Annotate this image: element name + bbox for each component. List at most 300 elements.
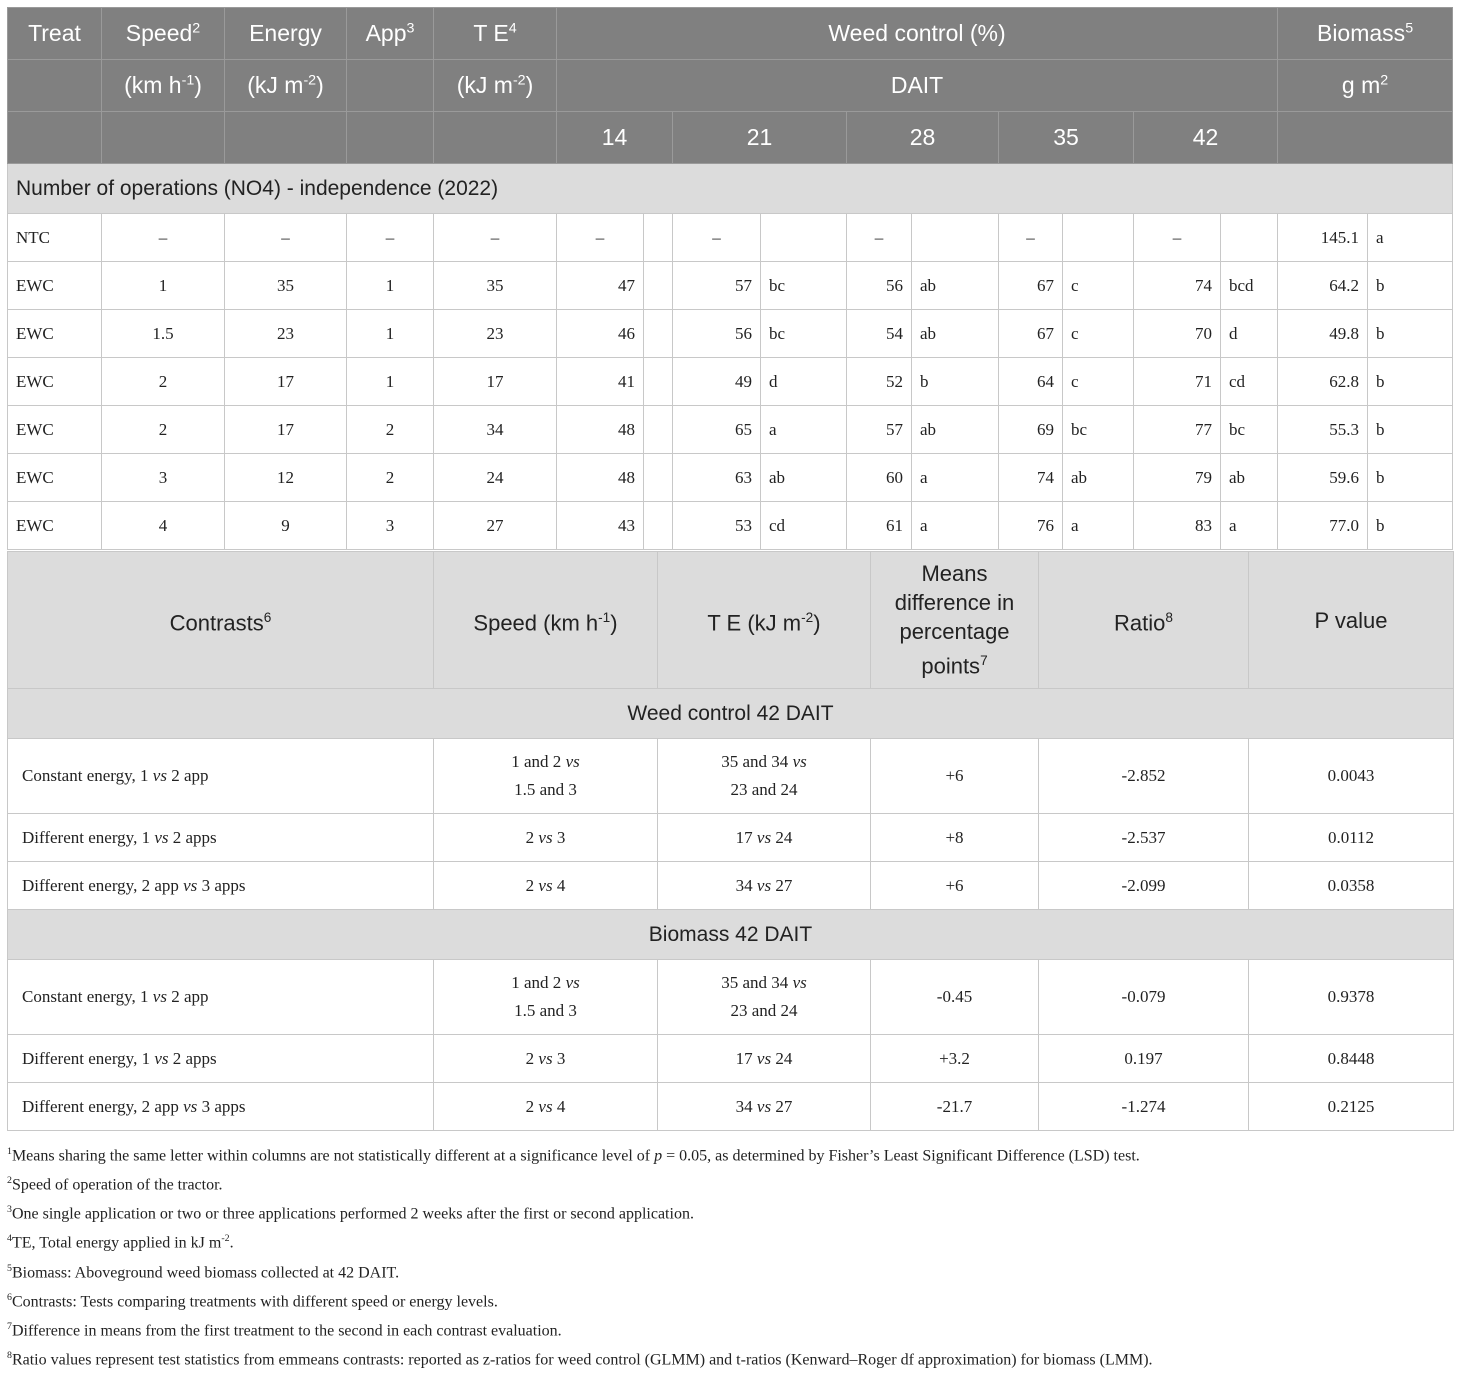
- contrast-row: [8, 1083, 1454, 1131]
- superscript: 8: [7, 1349, 12, 1361]
- wc14-letter-cell: [644, 502, 673, 550]
- ratio-cell: [1039, 960, 1249, 1035]
- text-segment: Speed (km h: [473, 610, 599, 636]
- text-segment: Speed of operation of the tractor.: [11, 1176, 223, 1194]
- text-segment: ): [316, 72, 324, 98]
- text-segment: 24: [771, 827, 793, 847]
- biomass-letter-cell: b: [1368, 262, 1453, 310]
- superscript: 3: [406, 20, 415, 37]
- speed-cell: 1.5: [102, 310, 225, 358]
- biomass-letter-cell: b: [1368, 406, 1453, 454]
- means-difference-cell: [871, 814, 1039, 862]
- text-segment: T E (kJ m: [707, 610, 802, 636]
- empty-header: [434, 112, 557, 164]
- text-segment: 2: [525, 1096, 539, 1116]
- text-segment: 1.5 and 3: [514, 1001, 577, 1020]
- empty-header: [102, 112, 225, 164]
- header-row: [8, 60, 1453, 112]
- column-header-speed: [102, 8, 225, 60]
- text-segment: 3: [552, 1048, 566, 1068]
- biomass-cell: 59.6: [1278, 454, 1368, 502]
- text-segment: Contrasts: Tests comparing treatments with different speed or energy levels.: [11, 1292, 498, 1310]
- biomass-letter-cell: b: [1368, 310, 1453, 358]
- empty-header: [1278, 112, 1453, 164]
- superscript: 3: [7, 1204, 12, 1216]
- empty-header: [225, 112, 347, 164]
- wc28-cell: 54: [847, 310, 912, 358]
- text-segment: 23 and 24: [730, 780, 798, 799]
- superscript: 7: [980, 653, 988, 669]
- total-energy-cell: [658, 1035, 871, 1083]
- italic-text: vs: [756, 1096, 772, 1116]
- means-difference-cell: [871, 960, 1039, 1035]
- energy-cell: 17: [225, 358, 347, 406]
- column-header-energy: [225, 60, 347, 112]
- text-segment: Treat: [28, 20, 81, 46]
- ratio-cell: [1039, 862, 1249, 910]
- wc14-letter-cell: [644, 214, 673, 262]
- wc28-letter-cell: b: [912, 358, 999, 406]
- text-segment: 0.197: [1124, 1048, 1163, 1068]
- energy-cell: –: [225, 214, 347, 262]
- empty-header: [8, 112, 102, 164]
- text-segment: 2: [525, 827, 539, 847]
- text-segment: (km h: [124, 72, 182, 98]
- text-segment: Speed: [125, 20, 193, 46]
- italic-text: vs: [756, 827, 772, 847]
- total-energy-cell: [658, 862, 871, 910]
- wc21-cell: 57: [673, 262, 761, 310]
- wc35-letter-cell: c: [1063, 358, 1134, 406]
- contrasts-cell: [8, 814, 434, 862]
- wc28-letter-cell: ab: [912, 262, 999, 310]
- wc21-letter-cell: a: [761, 406, 847, 454]
- italic-text: p: [654, 1147, 663, 1165]
- contrasts-table: [7, 551, 1454, 1131]
- wc35-cell: 76: [999, 502, 1063, 550]
- footnote: [7, 1286, 1453, 1315]
- italic-text: vs: [792, 973, 807, 992]
- wc21-letter-cell: cd: [761, 502, 847, 550]
- energy-cell: 17: [225, 406, 347, 454]
- means-difference-cell: [871, 1083, 1039, 1131]
- superscript: -2: [221, 1233, 230, 1245]
- wc21-cell: 56: [673, 310, 761, 358]
- column-header-speed: [102, 60, 225, 112]
- wc21-cell: 63: [673, 454, 761, 502]
- column-header-speed: [434, 552, 658, 689]
- superscript: 6: [263, 609, 272, 625]
- footnote: [7, 1257, 1453, 1286]
- italic-text: vs: [538, 1096, 553, 1116]
- superscript: -2: [801, 609, 814, 625]
- text-segment: Different energy, 2 app: [22, 1096, 184, 1116]
- wc35-cell: 69: [999, 406, 1063, 454]
- wc28-cell: 61: [847, 502, 912, 550]
- app-cell: 1: [347, 358, 434, 406]
- wc42-letter-cell: a: [1221, 502, 1278, 550]
- treatment-cell: EWC: [8, 310, 102, 358]
- text-segment: 0.0043: [1327, 766, 1375, 785]
- table-row: [8, 502, 1453, 550]
- table-row: [8, 454, 1453, 502]
- text-segment: 23 and 24: [730, 1001, 798, 1020]
- text-segment: 4: [552, 1096, 566, 1116]
- footnote: [7, 1227, 1453, 1256]
- italic-text: vs: [152, 987, 167, 1006]
- text-segment: 2: [525, 875, 539, 895]
- wc21-letter-cell: d: [761, 358, 847, 406]
- biomass-letter-cell: a: [1368, 214, 1453, 262]
- total-energy-cell: 27: [434, 502, 557, 550]
- wc42-cell: 77: [1134, 406, 1221, 454]
- total-energy-cell: 17: [434, 358, 557, 406]
- text-segment: 2: [525, 1048, 539, 1068]
- treatment-results-table: [7, 7, 1453, 550]
- wc28-cell: 60: [847, 454, 912, 502]
- text-segment: 27: [771, 875, 793, 895]
- speed-cell: 2: [102, 358, 225, 406]
- energy-cell: 35: [225, 262, 347, 310]
- app-cell: 1: [347, 262, 434, 310]
- wc42-cell: 83: [1134, 502, 1221, 550]
- biomass-cell: 77.0: [1278, 502, 1368, 550]
- app-cell: –: [347, 214, 434, 262]
- wc28-letter-cell: a: [912, 454, 999, 502]
- text-segment: 1.5 and 3: [514, 780, 577, 799]
- treatment-cell: EWC: [8, 406, 102, 454]
- wc42-cell: 70: [1134, 310, 1221, 358]
- text-segment: Different energy, 2 app: [22, 875, 184, 895]
- text-segment: 24: [771, 1048, 793, 1068]
- text-segment: 0.0358: [1327, 875, 1375, 895]
- wc35-letter-cell: bc: [1063, 406, 1134, 454]
- footnote: [7, 1315, 1453, 1344]
- text-segment: -21.7: [936, 1096, 973, 1116]
- wc28-letter-cell: [912, 214, 999, 262]
- footnote: [7, 1198, 1453, 1227]
- superscript: -2: [512, 72, 526, 89]
- text-segment: +8: [945, 827, 964, 847]
- header-row: [8, 552, 1454, 689]
- italic-text: vs: [183, 875, 198, 895]
- wc14-cell: –: [557, 214, 644, 262]
- text-segment: ): [813, 610, 821, 636]
- total-energy-cell: 34: [434, 406, 557, 454]
- text-segment: 27: [771, 1096, 793, 1116]
- superscript: -1: [598, 609, 611, 625]
- text-segment: 17: [735, 827, 757, 847]
- text-segment: 3 apps: [197, 1096, 246, 1116]
- table-row: [8, 310, 1453, 358]
- biomass-cell: 49.8: [1278, 310, 1368, 358]
- superscript: 5: [1405, 20, 1414, 37]
- wc42-letter-cell: d: [1221, 310, 1278, 358]
- p-value-cell: [1249, 862, 1454, 910]
- treatment-cell: EWC: [8, 454, 102, 502]
- wc21-cell: 65: [673, 406, 761, 454]
- total-energy-cell: [658, 960, 871, 1035]
- wc14-letter-cell: [644, 358, 673, 406]
- text-segment: 35 and 34: [721, 752, 793, 771]
- wc14-letter-cell: [644, 406, 673, 454]
- wc35-cell: 67: [999, 310, 1063, 358]
- biomass-cell: 55.3: [1278, 406, 1368, 454]
- speed-cell: [434, 960, 658, 1035]
- energy-cell: 9: [225, 502, 347, 550]
- column-header-weed-control: [557, 8, 1278, 60]
- means-difference-cell: [871, 862, 1039, 910]
- wc28-cell: 52: [847, 358, 912, 406]
- section-row: [8, 689, 1454, 739]
- section-row: [8, 164, 1453, 214]
- italic-text: vs: [538, 875, 553, 895]
- biomass-cell: 62.8: [1278, 358, 1368, 406]
- text-segment: 2 app: [166, 766, 209, 785]
- ratio-cell: [1039, 739, 1249, 814]
- superscript: -1: [181, 72, 195, 89]
- text-segment: -2.852: [1121, 766, 1166, 785]
- contrasts-cell: [8, 862, 434, 910]
- total-energy-cell: –: [434, 214, 557, 262]
- section-title: Weed control 42 DAIT: [8, 689, 1454, 739]
- biomass-letter-cell: b: [1368, 502, 1453, 550]
- text-segment: 2 apps: [168, 1048, 217, 1068]
- table-row: [8, 406, 1453, 454]
- wc14-cell: 43: [557, 502, 644, 550]
- column-header-biomass: [1278, 60, 1453, 112]
- section-title: Number of operations (NO4) - independence (2022): [8, 164, 1453, 214]
- wc42-letter-cell: cd: [1221, 358, 1278, 406]
- wc21-letter-cell: bc: [761, 310, 847, 358]
- wc14-letter-cell: [644, 262, 673, 310]
- contrast-row: [8, 814, 1454, 862]
- text-segment: Difference in means from the first treatment to the second in each contrast evaluation.: [11, 1322, 562, 1340]
- text-segment: 4: [552, 875, 566, 895]
- wc42-letter-cell: bc: [1221, 406, 1278, 454]
- text-segment: 2 apps: [168, 827, 217, 847]
- wc14-letter-cell: [644, 454, 673, 502]
- text-segment: Contrasts: [169, 610, 264, 636]
- wc28-letter-cell: a: [912, 502, 999, 550]
- text-segment: 0.2125: [1327, 1096, 1375, 1116]
- table-row: [8, 214, 1453, 262]
- italic-text: vs: [756, 1048, 772, 1068]
- contrast-row: [8, 1035, 1454, 1083]
- column-header-treat: [8, 60, 102, 112]
- app-cell: 2: [347, 406, 434, 454]
- column-header-total-energy: [658, 552, 871, 689]
- table-row: [8, 262, 1453, 310]
- contrasts-cell: [8, 1035, 434, 1083]
- treatment-cell: EWC: [8, 502, 102, 550]
- wc42-cell: 79: [1134, 454, 1221, 502]
- wc42-cell: –: [1134, 214, 1221, 262]
- text-segment: 3 apps: [197, 875, 246, 895]
- contrasts-cell: [8, 960, 434, 1035]
- wc28-cell: 56: [847, 262, 912, 310]
- text-segment: 35 and 34: [721, 973, 793, 992]
- superscript: 4: [508, 20, 517, 37]
- dait-header: 14: [557, 112, 673, 164]
- contrasts-cell: [8, 1083, 434, 1131]
- text-segment: +3.2: [939, 1048, 970, 1068]
- wc42-cell: 74: [1134, 262, 1221, 310]
- italic-text: vs: [183, 1096, 198, 1116]
- treatment-cell: EWC: [8, 358, 102, 406]
- text-segment: P value: [1314, 607, 1388, 633]
- superscript: 7: [7, 1320, 12, 1332]
- text-segment: Biomass: Aboveground weed biomass collected at 42 DAIT.: [11, 1263, 400, 1281]
- wc21-cell: –: [673, 214, 761, 262]
- wc42-letter-cell: [1221, 214, 1278, 262]
- text-segment: DAIT: [890, 72, 944, 98]
- biomass-cell: 64.2: [1278, 262, 1368, 310]
- text-segment: -2.099: [1121, 875, 1166, 895]
- text-segment: Weed control (%): [828, 20, 1006, 46]
- energy-cell: 12: [225, 454, 347, 502]
- text-segment: ): [525, 72, 534, 98]
- text-segment: g m: [1341, 72, 1381, 98]
- app-cell: 1: [347, 310, 434, 358]
- biomass-letter-cell: b: [1368, 454, 1453, 502]
- italic-text: vs: [538, 1048, 553, 1068]
- text-segment: Ratio values represent test statistics from emmeans contrasts: reported as z-ratios for weed control (GLMM) and t-ratios (Kenward–Roger df approximation) for biomass (LMM).: [11, 1351, 1153, 1369]
- text-segment: Ratio: [1114, 610, 1166, 636]
- wc21-cell: 53: [673, 502, 761, 550]
- p-value-cell: [1249, 1035, 1454, 1083]
- wc42-letter-cell: bcd: [1221, 262, 1278, 310]
- wc14-cell: 41: [557, 358, 644, 406]
- total-energy-cell: [658, 814, 871, 862]
- speed-cell: [434, 862, 658, 910]
- italic-text: vs: [756, 875, 772, 895]
- text-segment: Biomass: [1316, 20, 1406, 46]
- wc35-letter-cell: a: [1063, 502, 1134, 550]
- speed-cell: [434, 1035, 658, 1083]
- wc21-letter-cell: bc: [761, 262, 847, 310]
- treatment-cell: NTC: [8, 214, 102, 262]
- wc21-cell: 49: [673, 358, 761, 406]
- table-row: [8, 358, 1453, 406]
- speed-cell: [434, 814, 658, 862]
- wc14-cell: 48: [557, 454, 644, 502]
- text-segment: 34: [735, 875, 757, 895]
- contrast-row: [8, 862, 1454, 910]
- superscript: 8: [1165, 609, 1173, 625]
- empty-header: [347, 112, 434, 164]
- text-segment: 0.0112: [1327, 827, 1375, 847]
- column-header-total-energy: [434, 8, 557, 60]
- wc42-letter-cell: ab: [1221, 454, 1278, 502]
- text-segment: Different energy, 1: [22, 827, 155, 847]
- column-header-means-difference: [871, 552, 1039, 689]
- text-segment: 2 app: [166, 987, 209, 1006]
- dait-header: 42: [1134, 112, 1278, 164]
- column-header-app: [347, 60, 434, 112]
- wc21-letter-cell: [761, 214, 847, 262]
- italic-text: vs: [565, 752, 580, 771]
- speed-cell: [434, 739, 658, 814]
- means-difference-cell: [871, 739, 1039, 814]
- text-segment: 0.8448: [1327, 1048, 1375, 1068]
- footnote: [7, 1140, 1453, 1169]
- speed-cell: 1: [102, 262, 225, 310]
- text-segment: Constant energy, 1: [22, 766, 153, 785]
- contrast-row: [8, 960, 1454, 1035]
- wc35-letter-cell: ab: [1063, 454, 1134, 502]
- text-segment: Means difference in percentage points: [894, 561, 1015, 679]
- text-segment: 3: [552, 827, 566, 847]
- app-cell: 2: [347, 454, 434, 502]
- text-segment: Energy: [249, 20, 322, 46]
- superscript: 6: [7, 1291, 12, 1303]
- column-header-treat: [8, 8, 102, 60]
- dait-header: 21: [673, 112, 847, 164]
- wc35-letter-cell: c: [1063, 310, 1134, 358]
- italic-text: vs: [152, 766, 167, 785]
- text-segment: TE, Total energy applied in kJ m: [11, 1234, 222, 1252]
- text-segment: Means sharing the same letter within columns are not statistically different at a significance level of: [11, 1147, 655, 1165]
- column-header-ratio: [1039, 552, 1249, 689]
- column-header-weed-control: [557, 60, 1278, 112]
- wc14-cell: 46: [557, 310, 644, 358]
- speed-cell: 4: [102, 502, 225, 550]
- wc28-letter-cell: ab: [912, 310, 999, 358]
- wc21-letter-cell: ab: [761, 454, 847, 502]
- text-segment: (kJ m: [247, 72, 304, 98]
- wc35-letter-cell: [1063, 214, 1134, 262]
- text-segment: (kJ m: [456, 72, 513, 98]
- text-segment: -0.079: [1121, 987, 1166, 1006]
- ratio-cell: [1039, 1083, 1249, 1131]
- text-segment: One single application or two or three applications performed 2 weeks after the first or second application.: [11, 1205, 694, 1223]
- text-segment: -2.537: [1121, 827, 1166, 847]
- column-header-biomass: [1278, 8, 1453, 60]
- section-title: Biomass 42 DAIT: [8, 910, 1454, 960]
- ratio-cell: [1039, 814, 1249, 862]
- wc14-cell: 47: [557, 262, 644, 310]
- biomass-cell: 145.1: [1278, 214, 1368, 262]
- dait-header: 28: [847, 112, 999, 164]
- text-segment: 34: [735, 1096, 757, 1116]
- superscript: -2: [303, 72, 317, 89]
- header-row: [8, 8, 1453, 60]
- wc14-letter-cell: [644, 310, 673, 358]
- contrast-row: [8, 739, 1454, 814]
- text-segment: .: [229, 1234, 234, 1252]
- p-value-cell: [1249, 814, 1454, 862]
- total-energy-cell: 35: [434, 262, 557, 310]
- p-value-cell: [1249, 960, 1454, 1035]
- text-segment: -1.274: [1121, 1096, 1166, 1116]
- text-segment: ): [610, 610, 618, 636]
- superscript: 2: [1380, 72, 1389, 89]
- wc42-cell: 71: [1134, 358, 1221, 406]
- superscript: 2: [7, 1175, 12, 1187]
- p-value-cell: [1249, 739, 1454, 814]
- wc35-cell: 74: [999, 454, 1063, 502]
- text-segment: -0.45: [936, 987, 973, 1006]
- italic-text: vs: [154, 1048, 169, 1068]
- text-segment: 17: [735, 1048, 757, 1068]
- speed-cell: [434, 1083, 658, 1131]
- total-energy-cell: 24: [434, 454, 557, 502]
- header-row: [8, 112, 1453, 164]
- italic-text: vs: [565, 973, 580, 992]
- wc14-cell: 48: [557, 406, 644, 454]
- text-segment: ): [194, 72, 202, 98]
